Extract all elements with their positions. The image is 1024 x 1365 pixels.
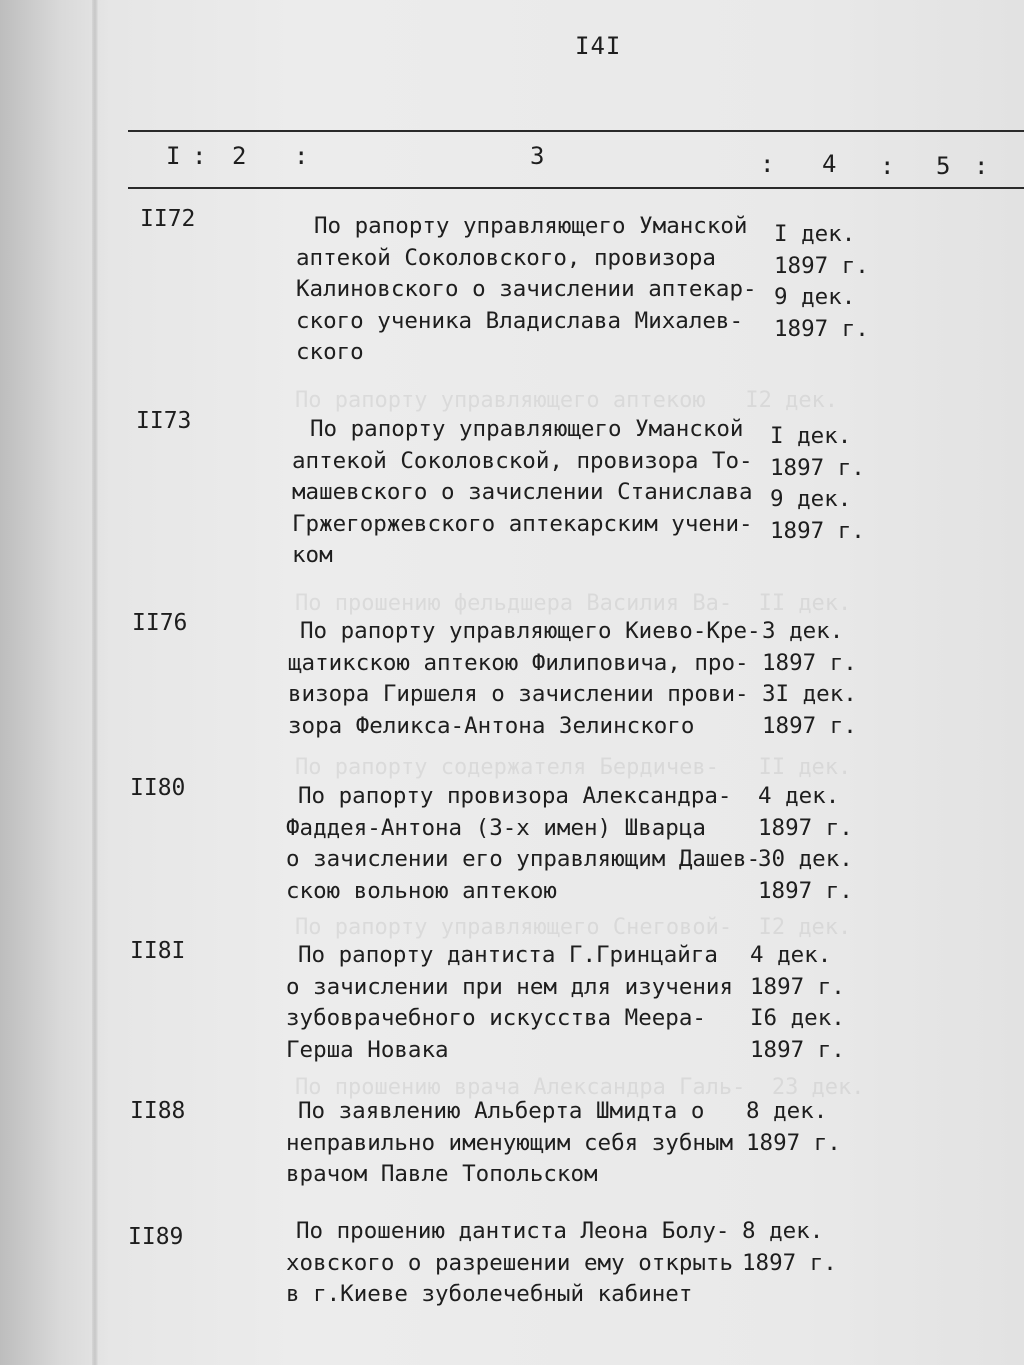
column-header-1: I (166, 142, 181, 170)
column-separator: : (760, 150, 775, 178)
entry-dates: 4 дек. 1897 г. 30 дек. 1897 г. (758, 783, 853, 904)
column-separator: : (192, 142, 207, 170)
entry-number: II72 (140, 206, 196, 232)
bleed-through: По прошению фельдшера Василия Ва- II дек. (295, 591, 852, 616)
bleed-through: По рапорту содержателя Бердичев- II дек. (295, 755, 852, 780)
column-separator: : (294, 142, 309, 170)
entry-description: По рапорту управляющего Уманской аптекой Соколовского, провизора Калиновского о зачислении аптекар- ского ученика Владислава Михалев- ского (296, 213, 757, 365)
entry-description: По рапорту провизора Александра- Фаддея-Антона (3-х имен) Шварца о зачислении его управляющим Дашев- скою вольною аптекою (286, 783, 761, 904)
entry-dates: I дек. 1897 г. 9 дек. 1897 г. (770, 423, 865, 544)
column-separator: : (974, 152, 989, 180)
entry-number: II80 (130, 775, 186, 801)
bleed-through: По рапорту управляющего Снеговой- I2 дек. (295, 915, 852, 940)
entry-number: II8I (130, 938, 186, 964)
entry-dates: 8 дек. 1897 г. (742, 1218, 837, 1276)
entry-dates: 4 дек. 1897 г. I6 дек. 1897 г. (750, 942, 845, 1063)
entry-number: II76 (132, 610, 188, 636)
entry-number: II88 (130, 1098, 186, 1124)
entry-number: II89 (128, 1224, 184, 1250)
entry-description: По рапорту управляющего Уманской аптекой Соколовской, провизора То- машевского о зачислении Станислава Гржегоржевского аптекарским учени- ком (292, 416, 753, 568)
entry-dates: 3 дек. 1897 г. 3I дек. 1897 г. (762, 618, 857, 739)
page-fold-shadow (92, 0, 98, 1365)
column-separator: : (880, 152, 895, 180)
entry-number: II73 (136, 408, 192, 434)
page-number: I4I (575, 32, 622, 60)
bleed-through: По прошению врача Александра Галь- 23 дек. (295, 1075, 865, 1100)
column-header-3: 3 (530, 142, 545, 170)
entry-dates: I дек. 1897 г. 9 дек. 1897 г. (774, 221, 869, 342)
header-rule-bottom (128, 187, 1024, 189)
bleed-through: По рапорту управляющего аптекою I2 дек. (295, 388, 839, 413)
column-header-2: 2 (232, 142, 247, 170)
entry-description: По рапорту дантиста Г.Гринцайга о зачислении при нем для изучения зубоврачебного искусства Меера- Герша Новака (286, 942, 734, 1063)
column-header-5: 5 (936, 152, 951, 180)
header-rule-top (128, 130, 1024, 132)
entry-dates: 8 дек. 1897 г. (746, 1098, 841, 1156)
entry-description: По рапорту управляющего Киево-Кре- щатикскою аптекою Филиповича, про- визора Гиршеля о зачислении прови- зора Феликса-Антона Зелинского (288, 618, 761, 739)
column-header-4: 4 (822, 150, 837, 178)
entry-description: По прошению дантиста Леона Болу- ховского о разрешении ему открыть в г.Киеве зуболечебный кабинет (286, 1218, 734, 1307)
entry-description: По заявлению Альберта Шмидта о неправильно именующим себя зубным врачом Павле Топольском (286, 1098, 734, 1187)
